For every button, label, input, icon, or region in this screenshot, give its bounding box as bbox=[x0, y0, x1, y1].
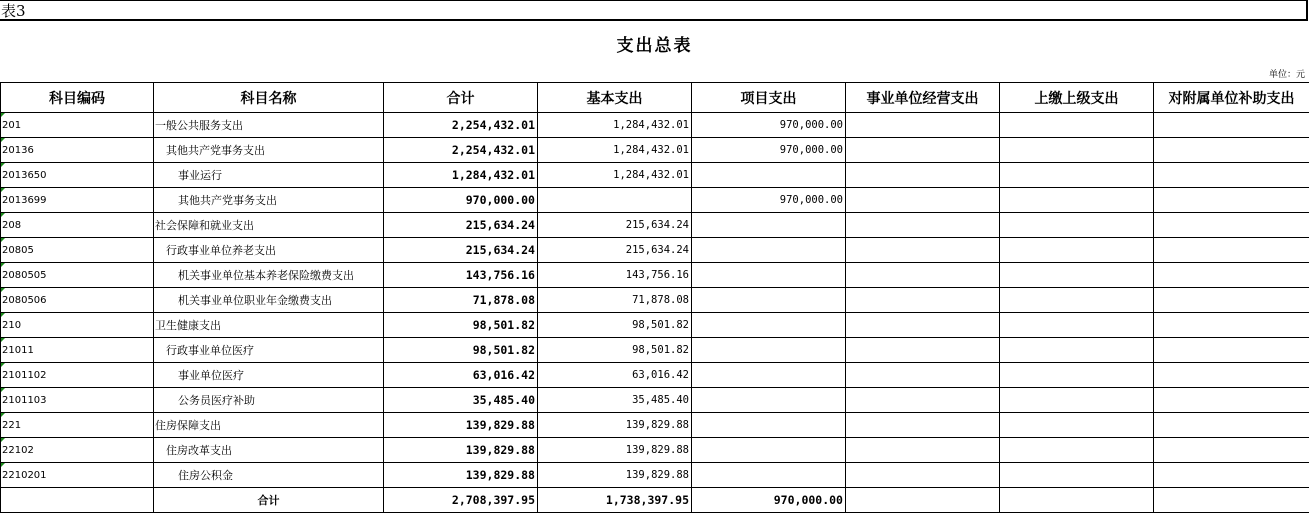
cell-subsidy[interactable] bbox=[1154, 338, 1309, 363]
cell-subsidy[interactable] bbox=[1154, 313, 1309, 338]
cell-subsidy[interactable] bbox=[1154, 463, 1309, 488]
table-row bbox=[1, 113, 1309, 138]
cell-upper[interactable] bbox=[1000, 338, 1154, 363]
cell-basic[interactable]: 1,284,432.01 bbox=[538, 113, 692, 138]
cell-business[interactable] bbox=[846, 263, 1000, 288]
cell-basic[interactable]: 71,878.08 bbox=[538, 288, 692, 313]
cell-upper[interactable] bbox=[1000, 438, 1154, 463]
cell-total[interactable]: 215,634.24 bbox=[384, 213, 538, 238]
cell-upper[interactable] bbox=[1000, 163, 1154, 188]
cell-business[interactable] bbox=[846, 313, 1000, 338]
cell-code[interactable]: 2013699 bbox=[1, 188, 154, 213]
table-row bbox=[1, 413, 1309, 438]
cell-project[interactable] bbox=[692, 338, 846, 363]
cell-total[interactable]: 35,485.40 bbox=[384, 388, 538, 413]
cell-project[interactable] bbox=[692, 363, 846, 388]
cell-project[interactable] bbox=[692, 463, 846, 488]
sum-code-cell[interactable] bbox=[1, 488, 154, 513]
header-project[interactable]: 项目支出 bbox=[692, 83, 846, 113]
cell-name[interactable]: 社会保障和就业支出 bbox=[154, 213, 384, 238]
cell-subsidy[interactable] bbox=[1154, 413, 1309, 438]
cell-business[interactable] bbox=[846, 213, 1000, 238]
cell-code[interactable]: 21011 bbox=[1, 338, 154, 363]
sum-basic[interactable]: 1,738,397.95 bbox=[538, 488, 692, 513]
cell-basic[interactable] bbox=[538, 188, 692, 213]
cell-upper[interactable] bbox=[1000, 238, 1154, 263]
cell-name[interactable]: 事业运行 bbox=[154, 163, 384, 188]
cell-subsidy[interactable] bbox=[1154, 163, 1309, 188]
cell-name[interactable]: 一般公共服务支出 bbox=[154, 113, 384, 138]
header-total[interactable]: 合计 bbox=[384, 83, 538, 113]
cell-total[interactable]: 143,756.16 bbox=[384, 263, 538, 288]
cell-business[interactable] bbox=[846, 113, 1000, 138]
cell-upper[interactable] bbox=[1000, 313, 1154, 338]
cell-project[interactable]: 970,000.00 bbox=[692, 188, 846, 213]
cell-project[interactable] bbox=[692, 288, 846, 313]
cell-code[interactable]: 2080505 bbox=[1, 263, 154, 288]
cell-subsidy[interactable] bbox=[1154, 188, 1309, 213]
cell-name[interactable]: 机关事业单位基本养老保险缴费支出 bbox=[154, 263, 384, 288]
table-row bbox=[1, 438, 1309, 463]
cell-upper[interactable] bbox=[1000, 138, 1154, 163]
cell-subsidy[interactable] bbox=[1154, 238, 1309, 263]
cell-upper[interactable] bbox=[1000, 388, 1154, 413]
cell-business[interactable] bbox=[846, 188, 1000, 213]
cell-project[interactable] bbox=[692, 163, 846, 188]
cell-business[interactable] bbox=[846, 238, 1000, 263]
cell-subsidy[interactable] bbox=[1154, 363, 1309, 388]
cell-total[interactable]: 139,829.88 bbox=[384, 463, 538, 488]
cell-business[interactable] bbox=[846, 438, 1000, 463]
cell-subsidy[interactable] bbox=[1154, 388, 1309, 413]
cell-total[interactable]: 2,254,432.01 bbox=[384, 113, 538, 138]
cell-subsidy[interactable] bbox=[1154, 138, 1309, 163]
table-row bbox=[1, 313, 1309, 338]
cell-code[interactable]: 2210201 bbox=[1, 463, 154, 488]
cell-code[interactable]: 20805 bbox=[1, 238, 154, 263]
cell-total[interactable]: 215,634.24 bbox=[384, 238, 538, 263]
cell-project[interactable] bbox=[692, 238, 846, 263]
table-row bbox=[1, 338, 1309, 363]
cell-code[interactable]: 221 bbox=[1, 413, 154, 438]
cell-code[interactable]: 201 bbox=[1, 113, 154, 138]
cell-subsidy[interactable] bbox=[1154, 263, 1309, 288]
cell-total[interactable]: 63,016.42 bbox=[384, 363, 538, 388]
sum-row bbox=[1, 488, 1309, 513]
cell-name[interactable]: 卫生健康支出 bbox=[154, 313, 384, 338]
cell-upper[interactable] bbox=[1000, 188, 1154, 213]
cell-business[interactable] bbox=[846, 138, 1000, 163]
cell-subsidy[interactable] bbox=[1154, 438, 1309, 463]
cell-business[interactable] bbox=[846, 363, 1000, 388]
cell-total[interactable]: 98,501.82 bbox=[384, 338, 538, 363]
cell-business[interactable] bbox=[846, 388, 1000, 413]
cell-name[interactable]: 公务员医疗补助 bbox=[154, 388, 384, 413]
cell-total[interactable]: 71,878.08 bbox=[384, 288, 538, 313]
page-title: 支出总表 bbox=[616, 36, 693, 56]
cell-code[interactable]: 2101102 bbox=[1, 363, 154, 388]
cell-upper[interactable] bbox=[1000, 288, 1154, 313]
cell-code[interactable]: 208 bbox=[1, 213, 154, 238]
sum-upper[interactable] bbox=[1000, 488, 1154, 513]
cell-name[interactable]: 住房保障支出 bbox=[154, 413, 384, 438]
table-row bbox=[1, 463, 1309, 488]
header-subsidy[interactable]: 对附属单位补助支出 bbox=[1154, 83, 1309, 113]
cell-project[interactable] bbox=[692, 263, 846, 288]
cell-project[interactable] bbox=[692, 388, 846, 413]
table-row bbox=[1, 138, 1309, 163]
cell-business[interactable] bbox=[846, 288, 1000, 313]
sheet-top-row bbox=[0, 0, 1308, 21]
cell-basic[interactable]: 98,501.82 bbox=[538, 338, 692, 363]
cell-name[interactable]: 行政事业单位养老支出 bbox=[154, 238, 384, 263]
table-row bbox=[1, 388, 1309, 413]
table-row bbox=[1, 363, 1309, 388]
header-row bbox=[1, 83, 1309, 113]
cell-basic[interactable]: 35,485.40 bbox=[538, 388, 692, 413]
table-row bbox=[1, 188, 1309, 213]
cell-upper[interactable] bbox=[1000, 463, 1154, 488]
cell-basic[interactable]: 63,016.42 bbox=[538, 363, 692, 388]
cell-code[interactable]: 2101103 bbox=[1, 388, 154, 413]
cell-project[interactable]: 970,000.00 bbox=[692, 138, 846, 163]
cell-name[interactable]: 住房改革支出 bbox=[154, 438, 384, 463]
cell-total[interactable]: 1,284,432.01 bbox=[384, 163, 538, 188]
cell-subsidy[interactable] bbox=[1154, 113, 1309, 138]
header-code[interactable]: 科目编码 bbox=[1, 83, 154, 113]
cell-upper[interactable] bbox=[1000, 113, 1154, 138]
cell-name[interactable]: 机关事业单位职业年金缴费支出 bbox=[154, 288, 384, 313]
cell-basic[interactable]: 139,829.88 bbox=[538, 413, 692, 438]
cell-name[interactable]: 其他共产党事务支出 bbox=[154, 138, 384, 163]
cell-basic[interactable]: 1,284,432.01 bbox=[538, 163, 692, 188]
cell-total[interactable]: 98,501.82 bbox=[384, 313, 538, 338]
sum-label[interactable]: 合计 bbox=[154, 488, 384, 513]
sum-project[interactable]: 970,000.00 bbox=[692, 488, 846, 513]
sheet-label: 表3 bbox=[1, 2, 26, 20]
cell-business[interactable] bbox=[846, 463, 1000, 488]
unit-label: 单位：元 bbox=[1268, 70, 1305, 80]
cell-code[interactable]: 210 bbox=[1, 313, 154, 338]
header-name[interactable]: 科目名称 bbox=[154, 83, 384, 113]
cell-basic[interactable]: 215,634.24 bbox=[538, 238, 692, 263]
expenditure-table bbox=[0, 82, 1309, 513]
cell-business[interactable] bbox=[846, 163, 1000, 188]
table-row bbox=[1, 163, 1309, 188]
cell-basic[interactable]: 1,284,432.01 bbox=[538, 138, 692, 163]
cell-basic[interactable]: 143,756.16 bbox=[538, 263, 692, 288]
cell-name[interactable]: 住房公积金 bbox=[154, 463, 384, 488]
cell-total[interactable]: 139,829.88 bbox=[384, 413, 538, 438]
header-upper[interactable]: 上缴上级支出 bbox=[1000, 83, 1154, 113]
cell-project[interactable] bbox=[692, 438, 846, 463]
cell-basic[interactable]: 139,829.88 bbox=[538, 463, 692, 488]
table-row bbox=[1, 263, 1309, 288]
cell-code[interactable]: 2013650 bbox=[1, 163, 154, 188]
cell-upper[interactable] bbox=[1000, 263, 1154, 288]
cell-basic[interactable]: 139,829.88 bbox=[538, 438, 692, 463]
sum-subsidy[interactable] bbox=[1154, 488, 1309, 513]
cell-name[interactable]: 行政事业单位医疗 bbox=[154, 338, 384, 363]
header-basic[interactable]: 基本支出 bbox=[538, 83, 692, 113]
sum-business[interactable] bbox=[846, 488, 1000, 513]
table-body bbox=[1, 113, 1309, 488]
cell-name[interactable]: 其他共产党事务支出 bbox=[154, 188, 384, 213]
cell-code[interactable]: 20136 bbox=[1, 138, 154, 163]
cell-project[interactable] bbox=[692, 213, 846, 238]
cell-project[interactable]: 970,000.00 bbox=[692, 113, 846, 138]
cell-total[interactable]: 139,829.88 bbox=[384, 438, 538, 463]
cell-name[interactable]: 事业单位医疗 bbox=[154, 363, 384, 388]
header-business[interactable]: 事业单位经营支出 bbox=[846, 83, 1000, 113]
cell-upper[interactable] bbox=[1000, 363, 1154, 388]
sum-total[interactable]: 2,708,397.95 bbox=[384, 488, 538, 513]
cell-subsidy[interactable] bbox=[1154, 213, 1309, 238]
table-row bbox=[1, 288, 1309, 313]
cell-business[interactable] bbox=[846, 338, 1000, 363]
cell-code[interactable]: 22102 bbox=[1, 438, 154, 463]
cell-total[interactable]: 2,254,432.01 bbox=[384, 138, 538, 163]
cell-basic[interactable]: 98,501.82 bbox=[538, 313, 692, 338]
table-row bbox=[1, 213, 1309, 238]
cell-basic[interactable]: 215,634.24 bbox=[538, 213, 692, 238]
table-row bbox=[1, 238, 1309, 263]
cell-business[interactable] bbox=[846, 413, 1000, 438]
cell-subsidy[interactable] bbox=[1154, 288, 1309, 313]
cell-project[interactable] bbox=[692, 313, 846, 338]
cell-upper[interactable] bbox=[1000, 413, 1154, 438]
cell-total[interactable]: 970,000.00 bbox=[384, 188, 538, 213]
cell-upper[interactable] bbox=[1000, 213, 1154, 238]
cell-project[interactable] bbox=[692, 413, 846, 438]
cell-code[interactable]: 2080506 bbox=[1, 288, 154, 313]
